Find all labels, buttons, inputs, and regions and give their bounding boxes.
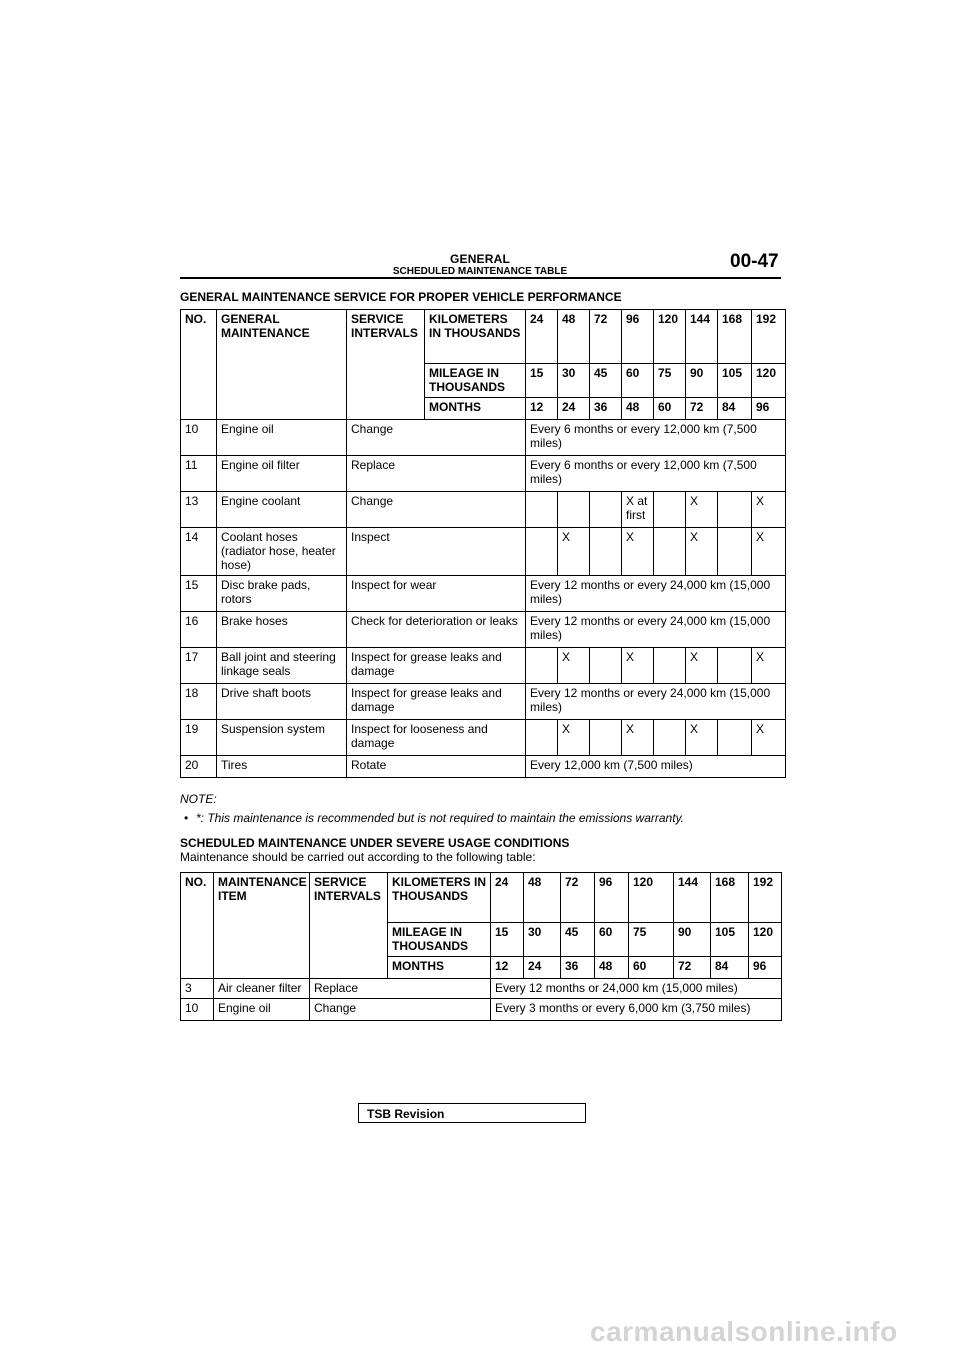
kilometers-value: 144: [686, 310, 718, 364]
kilometers-value: 72: [561, 873, 595, 923]
interval-text: Every 12 months or every 24,000 km (15,000 miles): [526, 684, 786, 720]
schedule-mark: [526, 720, 558, 756]
item-number: 3: [181, 979, 214, 999]
col-header-no: NO.: [181, 873, 214, 979]
kilometers-value: 120: [654, 310, 686, 364]
kilometers-value: 48: [558, 310, 590, 364]
mileage-value: 15: [491, 923, 524, 957]
kilometers-value: 144: [674, 873, 711, 923]
mileage-value: 15: [526, 364, 558, 398]
col-header-kilometers: KILOMETERS IN THOUSANDS: [425, 310, 526, 364]
schedule-mark: [718, 492, 752, 528]
col-header-months: MONTHS: [425, 398, 526, 420]
service-interval: Replace: [347, 456, 526, 492]
section-title: GENERAL: [449, 252, 511, 266]
kilometers-value: 96: [595, 873, 629, 923]
months-value: 48: [622, 398, 654, 420]
schedule-mark: [590, 648, 622, 684]
schedule-mark: X: [752, 492, 786, 528]
schedule-mark: [526, 648, 558, 684]
months-value: 24: [524, 957, 561, 979]
item-number: 11: [181, 456, 217, 492]
schedule-mark: X: [686, 648, 718, 684]
item-number: 17: [181, 648, 217, 684]
item-number: 10: [181, 420, 217, 456]
item-number: 10: [181, 999, 214, 1021]
schedule-mark: X: [558, 648, 590, 684]
kilometers-value: 192: [752, 310, 786, 364]
col-header-months: MONTHS: [388, 957, 491, 979]
header-rule: [180, 277, 781, 279]
schedule-mark: [718, 648, 752, 684]
kilometers-value: 48: [524, 873, 561, 923]
months-value: 84: [711, 957, 749, 979]
service-interval: Change: [347, 492, 526, 528]
schedule-mark: [654, 528, 686, 576]
item-name: Engine oil filter: [217, 456, 347, 492]
table2-heading: SCHEDULED MAINTENANCE UNDER SEVERE USAGE CONDITIONS: [180, 836, 570, 850]
mileage-value: 105: [718, 364, 752, 398]
service-interval: Rotate: [347, 756, 526, 778]
table-row: [181, 420, 786, 456]
table-row: [181, 576, 786, 612]
months-value: 36: [590, 398, 622, 420]
interval-text: Every 3 months or every 6,000 km (3,750 miles): [491, 999, 782, 1021]
item-name: Drive shaft boots: [217, 684, 347, 720]
service-interval: Change: [347, 420, 526, 456]
table1-heading: GENERAL MAINTENANCE SERVICE FOR PROPER VEHICLE PERFORMANCE: [180, 290, 622, 304]
col-header-item: GENERAL MAINTENANCE: [217, 310, 347, 420]
mileage-value: 90: [674, 923, 711, 957]
col-header-item: MAINTENANCE ITEM: [214, 873, 310, 979]
service-interval: Inspect for looseness and damage: [347, 720, 526, 756]
kilometers-value: 96: [622, 310, 654, 364]
table-row: [181, 979, 782, 999]
item-number: 18: [181, 684, 217, 720]
kilometers-value: 168: [711, 873, 749, 923]
table-row: [181, 684, 786, 720]
col-header-service: SERVICE INTERVALS: [310, 873, 388, 979]
schedule-mark: X: [622, 720, 654, 756]
item-number: 20: [181, 756, 217, 778]
schedule-mark: [718, 528, 752, 576]
table-row: [181, 612, 786, 648]
item-name: Brake hoses: [217, 612, 347, 648]
item-name: Engine oil: [214, 999, 310, 1021]
item-number: 19: [181, 720, 217, 756]
schedule-mark: X: [752, 720, 786, 756]
schedule-mark: X at first: [622, 492, 654, 528]
months-value: 48: [595, 957, 629, 979]
table-row: [181, 756, 786, 778]
item-name: Air cleaner filter: [214, 979, 310, 999]
months-value: 12: [526, 398, 558, 420]
schedule-mark: X: [622, 648, 654, 684]
col-header-kilometers: KILOMETERS IN THOUSANDS: [388, 873, 491, 923]
months-value: 12: [491, 957, 524, 979]
service-interval: Inspect: [347, 528, 526, 576]
schedule-mark: [526, 492, 558, 528]
months-value: 60: [654, 398, 686, 420]
months-value: 96: [749, 957, 782, 979]
kilometers-value: 24: [526, 310, 558, 364]
item-number: 14: [181, 528, 217, 576]
col-header-service: SERVICE INTERVALS: [347, 310, 425, 420]
schedule-mark: [558, 492, 590, 528]
months-value: 72: [686, 398, 718, 420]
service-interval: Replace: [310, 979, 491, 999]
months-value: 72: [674, 957, 711, 979]
months-value: 84: [718, 398, 752, 420]
schedule-mark: [590, 528, 622, 576]
schedule-mark: X: [752, 528, 786, 576]
mileage-value: 60: [595, 923, 629, 957]
note-label: NOTE:: [180, 792, 217, 806]
service-interval: Change: [310, 999, 491, 1021]
page-number: 00-47: [730, 251, 779, 272]
schedule-mark: [654, 720, 686, 756]
schedule-mark: [654, 492, 686, 528]
col-header-mileage: MILEAGE IN THOUSANDS: [425, 364, 526, 398]
table-row: [181, 528, 786, 576]
item-name: Suspension system: [217, 720, 347, 756]
severe-usage-table: [180, 872, 782, 1021]
mileage-value: 75: [629, 923, 674, 957]
kilometers-value: 72: [590, 310, 622, 364]
months-value: 24: [558, 398, 590, 420]
schedule-mark: [590, 492, 622, 528]
schedule-mark: X: [558, 720, 590, 756]
item-name: Disc brake pads, rotors: [217, 576, 347, 612]
item-name: Coolant hoses (radiator hose, heater hose): [217, 528, 347, 576]
col-header-mileage: MILEAGE IN THOUSANDS: [388, 923, 491, 957]
mileage-value: 60: [622, 364, 654, 398]
schedule-mark: X: [622, 528, 654, 576]
interval-text: Every 12 months or 24,000 km (15,000 miles): [491, 979, 782, 999]
interval-text: Every 6 months or every 12,000 km (7,500 miles): [526, 420, 786, 456]
item-name: Tires: [217, 756, 347, 778]
table-row: [181, 999, 782, 1021]
interval-text: Every 12 months or every 24,000 km (15,000 miles): [526, 576, 786, 612]
table-row: [181, 456, 786, 492]
general-maintenance-table: [180, 309, 786, 778]
item-name: Engine oil: [217, 420, 347, 456]
interval-text: Every 6 months or every 12,000 km (7,500 miles): [526, 456, 786, 492]
mileage-value: 105: [711, 923, 749, 957]
mileage-value: 120: [752, 364, 786, 398]
schedule-mark: X: [752, 648, 786, 684]
interval-text: Every 12,000 km (7,500 miles): [526, 756, 786, 778]
mileage-value: 90: [686, 364, 718, 398]
table-row: [181, 648, 786, 684]
note-text: *: This maintenance is recommended but is not required to maintain the emissions warranty.: [196, 811, 685, 825]
schedule-mark: [654, 648, 686, 684]
months-value: 36: [561, 957, 595, 979]
section-subtitle: SCHEDULED MAINTENANCE TABLE: [392, 266, 568, 277]
service-interval: Check for deterioration or leaks: [347, 612, 526, 648]
service-interval: Inspect for grease leaks and damage: [347, 684, 526, 720]
mileage-value: 45: [561, 923, 595, 957]
schedule-mark: X: [686, 720, 718, 756]
months-value: 96: [752, 398, 786, 420]
kilometers-value: 120: [629, 873, 674, 923]
mileage-value: 30: [558, 364, 590, 398]
mileage-value: 45: [590, 364, 622, 398]
service-interval: Inspect for wear: [347, 576, 526, 612]
schedule-mark: [526, 528, 558, 576]
schedule-mark: X: [686, 528, 718, 576]
item-number: 16: [181, 612, 217, 648]
table2-intro: Maintenance should be carried out according to the following table:: [180, 850, 536, 864]
mileage-value: 75: [654, 364, 686, 398]
schedule-mark: X: [686, 492, 718, 528]
item-name: Ball joint and steering linkage seals: [217, 648, 347, 684]
schedule-mark: [590, 720, 622, 756]
col-header-no: NO.: [181, 310, 217, 420]
interval-text: Every 12 months or every 24,000 km (15,000 miles): [526, 612, 786, 648]
kilometers-value: 192: [749, 873, 782, 923]
item-number: 13: [181, 492, 217, 528]
schedule-mark: X: [558, 528, 590, 576]
mileage-value: 30: [524, 923, 561, 957]
schedule-mark: [718, 720, 752, 756]
months-value: 60: [629, 957, 674, 979]
header-row: [181, 873, 782, 923]
table-row: [181, 492, 786, 528]
kilometers-value: 168: [718, 310, 752, 364]
service-interval: Inspect for grease leaks and damage: [347, 648, 526, 684]
kilometers-value: 24: [491, 873, 524, 923]
item-number: 15: [181, 576, 217, 612]
item-name: Engine coolant: [217, 492, 347, 528]
mileage-value: 120: [749, 923, 782, 957]
table-row: [181, 720, 786, 756]
header-row: [181, 310, 786, 364]
bullet-icon: •: [184, 811, 189, 825]
tsb-revision-box: TSB Revision: [358, 1103, 586, 1123]
watermark: carmanualsonline.info: [590, 1316, 898, 1347]
note-item: [184, 811, 684, 825]
